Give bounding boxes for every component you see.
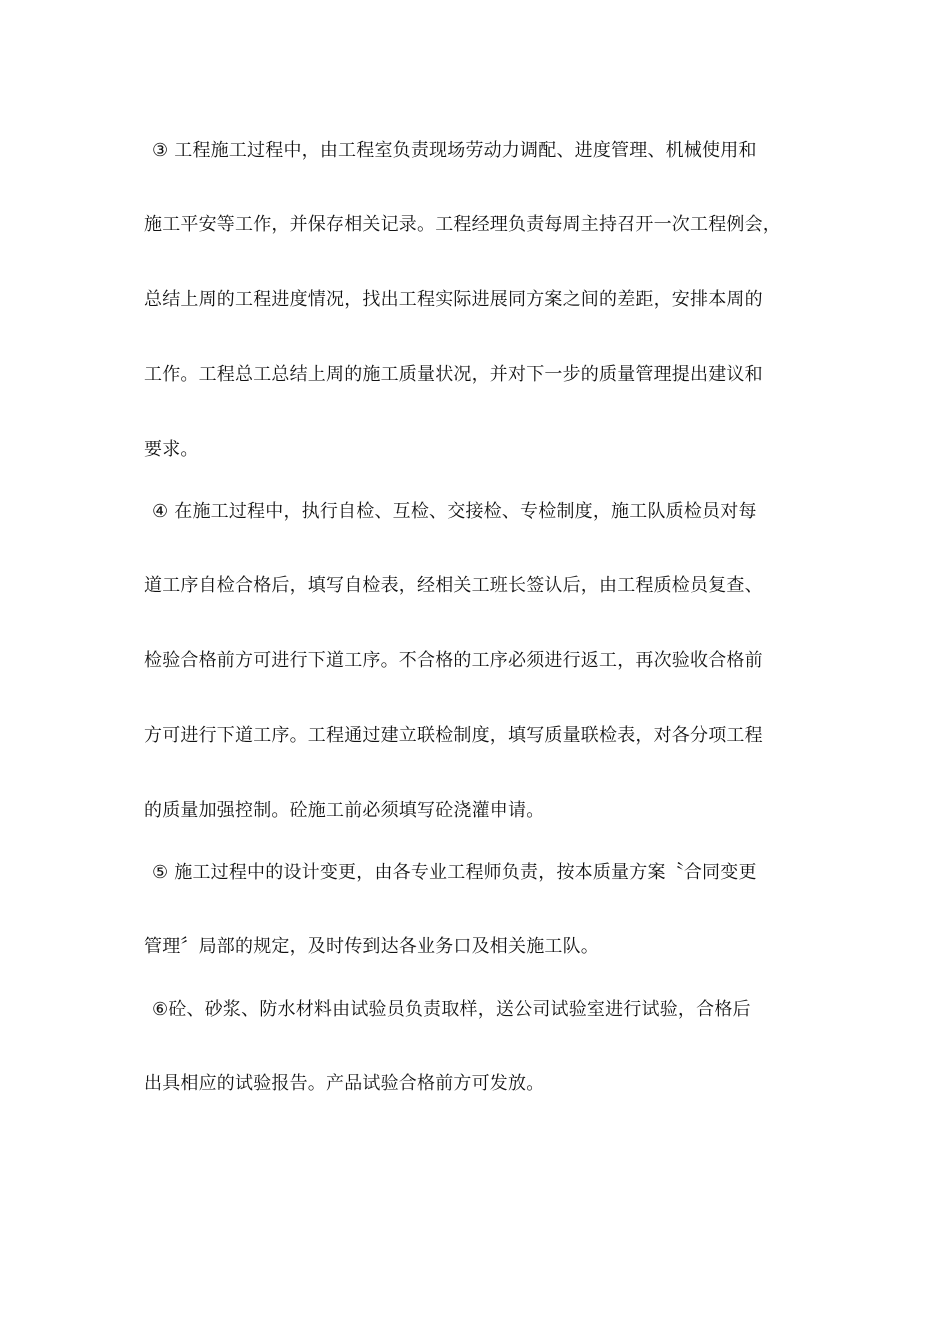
paragraph-4-line-1: ④ 在施工过程中，执行自检、互检、交接检、专检制度，施工队质检员对每	[152, 501, 757, 522]
paragraph-4-line-2: 道工序自检合格后，填写自检表，经相关工班长签认后，由工程质检员复查、	[144, 575, 763, 596]
paragraph-3-line-5: 要求。	[144, 439, 199, 460]
paragraph-5-line-1: ⑤ 施工过程中的设计变更，由各专业工程师负责，按本质量方案〝合同变更	[152, 862, 757, 883]
paragraph-6-line-1: ⑥砼、砂浆、防水材料由试验员负责取样，送公司试验室进行试验，合格后	[152, 999, 751, 1020]
paragraph-6-line-2: 出具相应的试验报告。产品试验合格前方可发放。	[144, 1073, 545, 1094]
paragraph-3-line-4: 工作。工程总工总结上周的施工质量状况，并对下一步的质量管理提出建议和	[144, 364, 763, 385]
paragraph-3-line-1: ③ 工程施工过程中，由工程室负责现场劳动力调配、进度管理、机械使用和	[152, 140, 757, 161]
paragraph-5-line-2: 管理〞局部的规定，及时传到达各业务口及相关施工队。	[144, 936, 599, 957]
paragraph-4-line-5: 的质量加强控制。砼施工前必须填写砼浇灌申请。	[144, 800, 545, 821]
paragraph-4-line-3: 检验合格前方可进行下道工序。不合格的工序必须进行返工，再次验收合格前	[144, 650, 763, 671]
paragraph-3-line-2: 施工平安等工作，并保存相关记录。工程经理负责每周主持召开一次工程例会，	[144, 214, 781, 235]
paragraph-4-line-4: 方可进行下道工序。工程通过建立联检制度，填写质量联检表，对各分项工程	[144, 725, 763, 746]
paragraph-3-line-3: 总结上周的工程进度情况，找出工程实际进展同方案之间的差距，安排本周的	[144, 289, 763, 310]
